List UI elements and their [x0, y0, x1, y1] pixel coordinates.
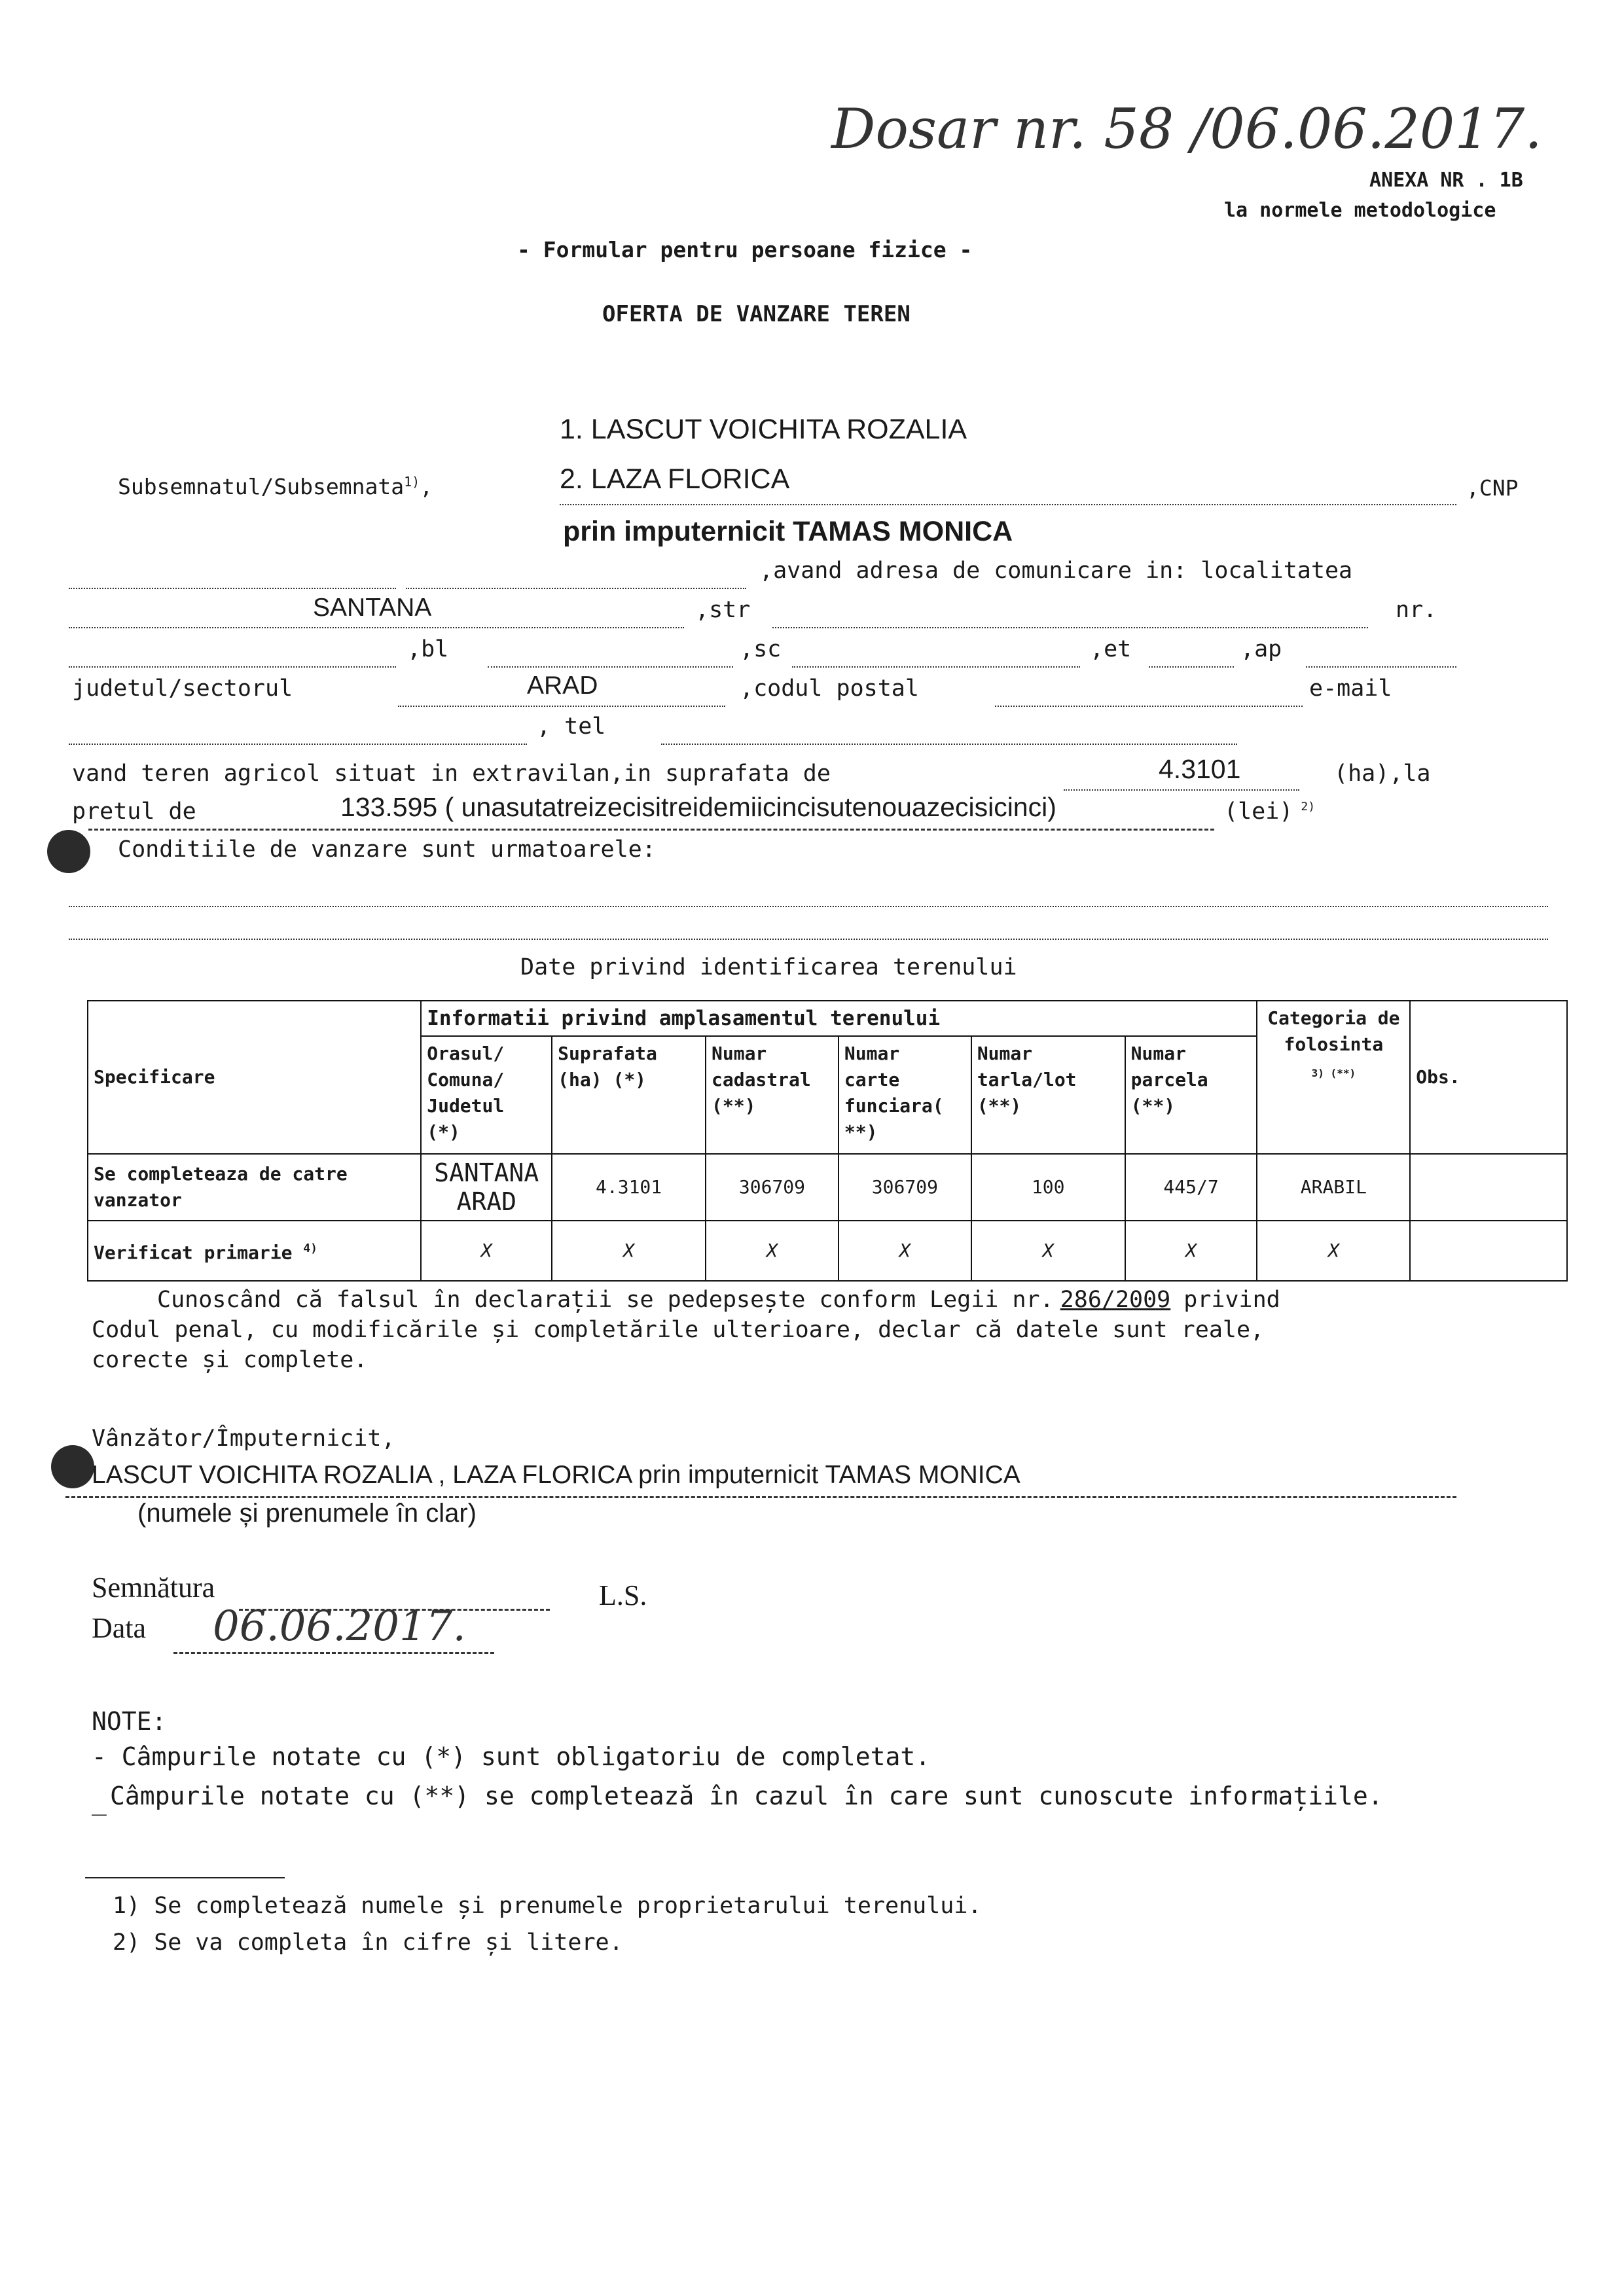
suprafata-value: 4.3101 [1159, 754, 1241, 784]
col-carte-funciara: Numar carte funciara( **) [839, 1036, 971, 1154]
cell-carte-funciara: 306709 [839, 1154, 971, 1221]
specificare-header: Specificare [88, 1001, 421, 1154]
judet-value: ARAD [527, 672, 598, 700]
nr-label: nr. [1396, 597, 1437, 623]
col-cadastral: Numar cadastral (**) [706, 1036, 839, 1154]
footnote-1: 1) Se completează numele și prenumele proprietarului terenului. [113, 1893, 982, 1919]
judet-line [398, 706, 725, 707]
conditiile-label: Conditiile de vanzare sunt urmatoarele: [118, 836, 656, 863]
land-info-table [87, 1000, 1568, 1282]
col-orasul: Orasul/ Comuna/ Judetul (*) [421, 1036, 552, 1154]
postal-line [995, 706, 1303, 707]
cell-parcela: 445/7 [1125, 1154, 1257, 1221]
x-mark-icon: X [971, 1221, 1125, 1281]
semnatura-label: Semnătura [92, 1571, 215, 1604]
lei-label: (lei) $^{2)}$ [1224, 798, 1316, 825]
x-mark-icon: X [1125, 1221, 1257, 1281]
data-line [173, 1652, 494, 1654]
sc-label: ,sc [740, 636, 782, 662]
footnote-2: 2) Se va completa în cifre și litere. [113, 1929, 623, 1956]
tel-label: , tel [537, 713, 606, 740]
str-line [772, 627, 1368, 628]
x-mark-icon: X [839, 1221, 971, 1281]
cell-obs [1410, 1154, 1567, 1221]
pret-value: 133.595 ( unasutatreizecisitreidemiicincisutenouazecisicinci) [340, 792, 1056, 822]
postal-label: ,codul postal [740, 675, 919, 702]
et-line [1149, 666, 1234, 668]
info-header: Informatii privind amplasamentul terenului [421, 1001, 1257, 1036]
bl-label: ,bl [407, 636, 449, 662]
note-line-2: Câmpurile notate cu (**) se completează în cazul în care sunt cunoscute informațiile. [110, 1782, 1383, 1810]
localitatea-value: SANTANA [313, 594, 432, 622]
table-caption: Date privind identificarea terenului [520, 954, 1017, 980]
name-line [560, 504, 1456, 505]
row-vanzator-label: Se completeaza de catre vanzator [88, 1154, 421, 1221]
bl-line [488, 666, 733, 668]
declaration-line-1: Cunoscând că falsul în declarații se pedepsește conform Legii nr. 286/2009 privind [157, 1287, 1280, 1313]
sc-line [792, 666, 1080, 668]
judet-label: judetul/sectorul [72, 675, 293, 702]
document-title: OFERTA DE VANZARE TEREN [602, 301, 911, 327]
declaration-line-3: corecte și complete. [92, 1347, 368, 1373]
email-line [69, 744, 527, 745]
punch-hole-bottom [51, 1445, 94, 1488]
cnp-line-a [69, 588, 396, 589]
str-label: ,str [695, 597, 751, 623]
footnote-separator [85, 1877, 285, 1878]
handwritten-file-number: Dosar nr. 58 /06.06.2017. [831, 97, 1542, 161]
x-mark-icon: X [421, 1221, 552, 1281]
seller-name-1: 1. LASCUT VOICHITA ROZALIA [560, 414, 967, 445]
categoria-header: Categoria de folosinta 3) (**) [1257, 1001, 1410, 1154]
declaration-line-2: Codul penal, cu modificările și completările ulterioare, declar că datele sunt reale, [92, 1317, 1265, 1343]
ls-label: L.S. [599, 1579, 647, 1611]
vanzator-name: LASCUT VOICHITA ROZALIA , LAZA FLORICA prin imputernicit TAMAS MONICA [92, 1461, 1020, 1489]
cnp-label: ,CNP [1466, 475, 1519, 501]
obs-header: Obs. [1410, 1001, 1567, 1154]
note-dash: _ [92, 1787, 107, 1816]
et-label: ,et [1090, 636, 1132, 662]
col-suprafata: Suprafata (ha) (*) [552, 1036, 706, 1154]
cell-cadastral: 306709 [706, 1154, 839, 1221]
address-label: ,avand adresa de comunicare in: localitatea [759, 558, 1353, 584]
note-title: NOTE: [92, 1707, 167, 1736]
localitatea-line [69, 627, 684, 628]
cell-suprafata: 4.3101 [552, 1154, 706, 1221]
ap-label: ,ap [1240, 636, 1282, 662]
tel-line [661, 744, 1237, 745]
seller-name-2: 2. LAZA FLORICA [560, 463, 790, 495]
cnp-line-b [406, 588, 746, 589]
form-type: - Formular pentru persoane fizice - [517, 237, 973, 262]
nr-line [69, 666, 396, 668]
cell-obs-primarie [1410, 1221, 1567, 1281]
ha-la-label: (ha),la [1334, 761, 1431, 787]
annex-subtitle: la normele metodologice [1224, 199, 1496, 222]
cell-orasul: SANTANA ARAD [421, 1154, 552, 1221]
pretul-label: pretul de [72, 798, 196, 825]
data-handwritten-value: 06.06.2017. [213, 1602, 466, 1651]
cell-categoria: ARABIL [1257, 1154, 1410, 1221]
conditii-line-1 [69, 906, 1548, 907]
x-mark-icon: X [552, 1221, 706, 1281]
col-tarla: Numar tarla/lot (**) [971, 1036, 1125, 1154]
proxy-name: prin imputernicit TAMAS MONICA [563, 516, 1013, 547]
x-mark-icon: X [706, 1221, 839, 1281]
vand-teren-label: vand teren agricol situat in extravilan,in suprafata de [72, 761, 831, 787]
cell-tarla: 100 [971, 1154, 1125, 1221]
annex-number: ANEXA NR . 1B [1369, 169, 1523, 192]
note-line-1: - Câmpurile notate cu (*) sunt obligatoriu de completat. [92, 1742, 931, 1771]
data-label: Data [92, 1612, 147, 1644]
pret-line [88, 829, 1214, 831]
email-label: e-mail [1309, 675, 1392, 702]
numele-clar-label: (numele și prenumele în clar) [137, 1499, 477, 1528]
ap-line [1306, 666, 1456, 668]
col-parcela: Numar parcela (**) [1125, 1036, 1257, 1154]
vanzator-label: Vânzător/Împuternicit, [92, 1426, 395, 1452]
x-mark-icon: X [1257, 1221, 1410, 1281]
punch-hole-top [47, 830, 90, 873]
row-primarie-label: Verificat primarie $^{4)}$ [88, 1221, 421, 1281]
suprafata-line [1064, 789, 1299, 791]
vanzator-line [65, 1496, 1456, 1498]
conditii-line-2 [69, 939, 1548, 940]
subsemnatul-label: Subsemnatul/Subsemnata$^{1)}$, [118, 474, 433, 499]
